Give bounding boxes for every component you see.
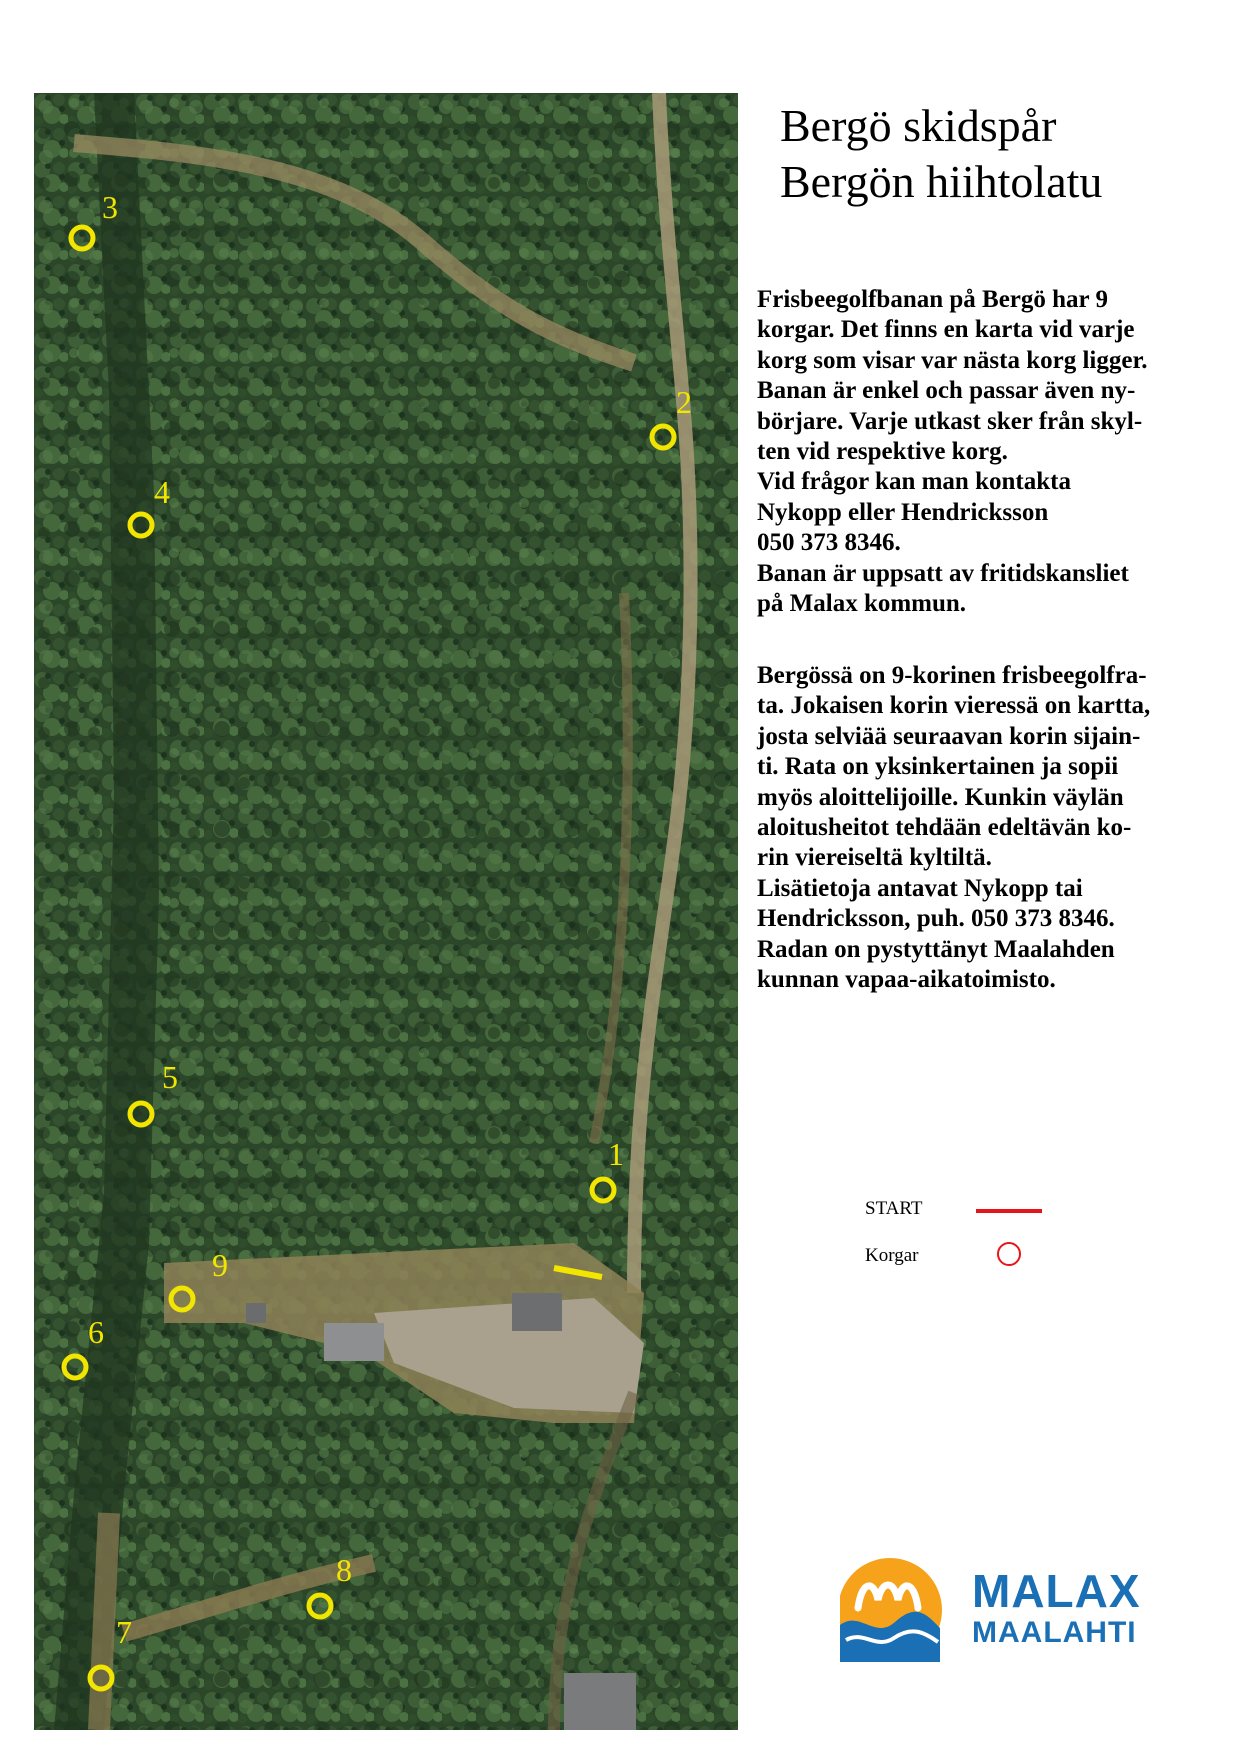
basket-number-2: 2 [676, 384, 692, 420]
basket-number-8: 8 [336, 1552, 352, 1588]
building [246, 1303, 266, 1323]
text-line: ti. Rata on yksinkertainen ja sopii [757, 753, 1119, 781]
legend-start-label: START [865, 1198, 923, 1219]
text-line: ten vid respektive korg. [757, 438, 1008, 466]
basket-number-4: 4 [154, 474, 170, 510]
text-line: Lisätietoja antavat Nykopp tai [757, 874, 1083, 902]
text-line: aloitusheitot tehdään edeltävän ko- [757, 814, 1132, 842]
logo-text-maalahti: MAALAHTI [972, 1616, 1137, 1649]
info-text-swedish [757, 285, 1227, 619]
basket-number-6: 6 [88, 1314, 104, 1350]
basket-number-9: 9 [212, 1247, 228, 1283]
text-line: Hendricksson, puh. 050 373 8346. [757, 905, 1115, 933]
text-line: Vid frågor kan man kontakta [757, 468, 1071, 496]
text-line: Banan är uppsatt av fritidskansliet [757, 559, 1129, 587]
text-line: på Malax kommun. [757, 590, 967, 618]
text-line: Frisbeegolfbanan på Bergö har 9 [757, 286, 1108, 313]
lower-trail [99, 1513, 109, 1730]
text-line: korgar. Det finns en karta vid varje [757, 316, 1135, 344]
logo-text-malax: MALAX [972, 1565, 1141, 1617]
legend-start-line-icon [976, 1209, 1042, 1213]
text-line: Nykopp eller Hendricksson [757, 498, 1049, 526]
info-text-finnish [757, 661, 1227, 995]
text-line: Banan är enkel och passar även ny- [757, 377, 1136, 405]
text-line: Radan on pystyttänyt Maalahden [757, 935, 1115, 963]
text-line: 050 373 8346. [757, 529, 901, 557]
basket-number-1: 1 [608, 1136, 624, 1172]
text-line: ta. Jokaisen korin vieressä on kartta, [757, 692, 1151, 720]
basket-number-3: 3 [102, 189, 118, 225]
basket-number-7: 7 [116, 1614, 132, 1650]
text-line: Bergössä on 9-korinen frisbeegolfra- [757, 662, 1147, 689]
basket-number-5: 5 [162, 1059, 178, 1095]
legend-basket-circle-icon [997, 1242, 1021, 1266]
building [324, 1323, 384, 1361]
aerial-map [34, 93, 738, 1730]
text-line: kunnan vapaa-aikatoimisto. [757, 966, 1056, 994]
building [564, 1673, 636, 1730]
page-subtitle: Bergön hiihtolatu [780, 156, 1103, 207]
text-line: korg som visar var nästa korg ligger. [757, 346, 1148, 374]
text-line: börjare. Varje utkast sker från skyl- [757, 407, 1143, 435]
text-line: myös aloittelijoille. Kunkin väylän [757, 783, 1124, 811]
legend-basket-label: Korgar [865, 1245, 919, 1266]
text-line: rin viereiseltä kyltiltä. [757, 844, 992, 872]
building [512, 1293, 562, 1331]
text-line: josta selviää seuraavan korin sijain- [757, 722, 1141, 750]
page-title: Bergö skidspår [780, 100, 1057, 151]
